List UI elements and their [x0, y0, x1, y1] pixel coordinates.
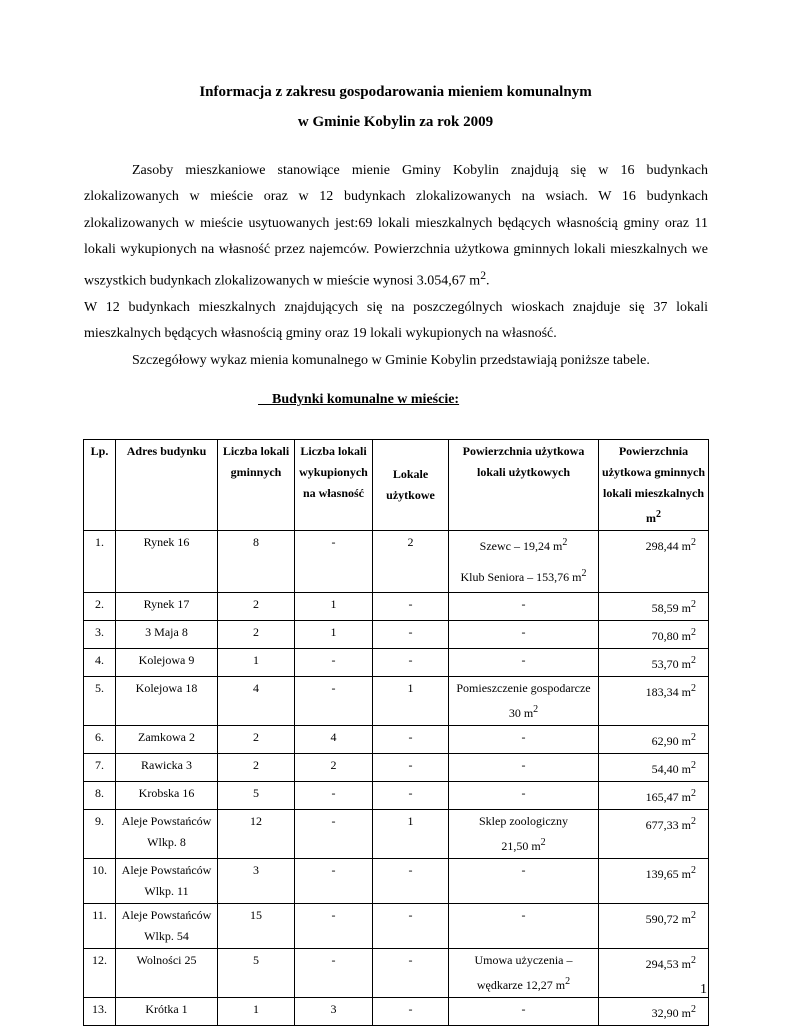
cell-residential-area: 139,65 $m^2$	[599, 859, 709, 904]
table-row	[84, 859, 709, 904]
cell-lp: 1.	[84, 531, 116, 593]
paragraph-1: Zasoby mieszkaniowe stanowiące mienie Gminy Kobylin znajdują się w 16 budynkach zlokalizowanych w mieście oraz w 12 budynkach zlokalizowanych na wsiach. W 16 budynkach zlokalizowanych w mieście usytuowanych jest:69 lokali mieszkalnych będących własnością gminy oraz 11 lokali wykupionych na własność przez najemców. Powierzchnia użytkowa gminnych lokali mieszkalnych we wszystkich budynkach zlokalizowanych w mieście wynosi 3.054,67 $m^2$.	[84, 163, 708, 289]
cell-commercial-units: -	[373, 904, 449, 949]
cell-lp: 12.	[84, 949, 116, 998]
cell-residential-area: 58,59 $m^2$	[599, 593, 709, 621]
cell-municipal-units: 2	[218, 593, 295, 621]
header-residential-area: Powierzchnia użytkowa gminnych lokali mieszkalnych $m^2$	[599, 440, 709, 531]
cell-municipal-units: 1	[218, 649, 295, 677]
cell-lp: 11.	[84, 904, 116, 949]
document-title: Informacja z zakresu gospodarowania mieniem komunalnym	[199, 84, 592, 100]
cell-purchased-units: 2	[295, 754, 373, 782]
cell-lp: 13.	[84, 998, 116, 1026]
cell-commercial-units: 2	[373, 531, 449, 593]
cell-address: Rynek 16	[116, 531, 218, 593]
cell-address: Rawicka 3	[116, 754, 218, 782]
cell-commercial-area: -	[449, 998, 599, 1026]
cell-purchased-units: 3	[295, 998, 373, 1026]
cell-municipal-units: 3	[218, 859, 295, 904]
table-row	[84, 998, 709, 1026]
table-row	[84, 621, 709, 649]
cell-purchased-units: 4	[295, 726, 373, 754]
cell-commercial-units: 1	[373, 810, 449, 859]
cell-lp: 5.	[84, 677, 116, 726]
cell-address: Zamkowa 2	[116, 726, 218, 754]
cell-commercial-area: -	[449, 649, 599, 677]
table-row	[84, 593, 709, 621]
cell-commercial-units: -	[373, 593, 449, 621]
cell-municipal-units: 1	[218, 998, 295, 1026]
table-row	[84, 949, 709, 998]
table-row	[84, 904, 709, 949]
table-row	[84, 649, 709, 677]
cell-residential-area: 298,44 $m^2$	[599, 531, 709, 593]
cell-commercial-area: -	[449, 782, 599, 810]
header-municipal-units: Liczba lokali gminnych	[218, 440, 295, 531]
cell-residential-area: 183,34 $m^2$	[599, 677, 709, 726]
header-commercial-area: Powierzchnia użytkowa lokali użytkowych	[449, 440, 599, 531]
header-purchased-units: Liczba lokali wykupionych na własność	[295, 440, 373, 531]
cell-municipal-units: 2	[218, 621, 295, 649]
section-heading: Budynki komunalne w mieście:	[272, 392, 460, 407]
cell-purchased-units: -	[295, 810, 373, 859]
cell-commercial-units: 1	[373, 677, 449, 726]
cell-purchased-units: -	[295, 859, 373, 904]
cell-municipal-units: 2	[218, 754, 295, 782]
cell-lp: 6.	[84, 726, 116, 754]
cell-address: Aleje Powstańców Wlkp. 11	[116, 859, 218, 904]
cell-municipal-units: 15	[218, 904, 295, 949]
cell-commercial-area: -	[449, 726, 599, 754]
cell-commercial-area: -	[449, 904, 599, 949]
table-header-row	[84, 440, 709, 531]
cell-municipal-units: 4	[218, 677, 295, 726]
document-subtitle: w Gminie Kobylin za rok 2009	[297, 114, 494, 130]
table-row	[84, 677, 709, 726]
cell-residential-area: 294,53 $m^2$	[599, 949, 709, 998]
cell-purchased-units: -	[295, 904, 373, 949]
cell-address: Kolejowa 9	[116, 649, 218, 677]
cell-address: 3 Maja 8	[116, 621, 218, 649]
table-row	[84, 754, 709, 782]
paragraph-3: Szczegółowy wykaz mienia komunalnego w Gminie Kobylin przedstawiają poniższe tabele.	[132, 352, 650, 368]
table-row	[84, 810, 709, 859]
cell-commercial-area: -	[449, 593, 599, 621]
cell-purchased-units: -	[295, 949, 373, 998]
table-row	[84, 782, 709, 810]
cell-commercial-area: Szewc – 19,24 $m^2$ Klub Seniora – 153,76 $m^2$	[449, 531, 599, 593]
cell-commercial-units: -	[373, 649, 449, 677]
cell-purchased-units: -	[295, 677, 373, 726]
cell-purchased-units: -	[295, 531, 373, 593]
cell-residential-area: 590,72 $m^2$	[599, 904, 709, 949]
cell-residential-area: 54,40 $m^2$	[599, 754, 709, 782]
paragraph-2: W 12 budynkach mieszkalnych znajdujących się na poszczególnych wioskach znajduje się 37 lokali mieszkalnych będących własnością gminy oraz 19 lokali wykupionych na własność.	[84, 300, 708, 342]
cell-commercial-area: -	[449, 621, 599, 649]
cell-municipal-units: 12	[218, 810, 295, 859]
cell-address: Krobska 16	[116, 782, 218, 810]
cell-lp: 2.	[84, 593, 116, 621]
cell-municipal-units: 2	[218, 726, 295, 754]
header-commercial-units: Lokale użytkowe	[373, 440, 449, 531]
cell-commercial-units: -	[373, 621, 449, 649]
cell-purchased-units: 1	[295, 621, 373, 649]
page-number: 1	[700, 982, 707, 997]
cell-residential-area: 70,80 $m^2$	[599, 621, 709, 649]
cell-address: Kolejowa 18	[116, 677, 218, 726]
header-address: Adres budynku	[116, 440, 218, 531]
cell-municipal-units: 8	[218, 531, 295, 593]
cell-commercial-area: -	[449, 754, 599, 782]
body-text	[84, 158, 708, 374]
cell-commercial-area: Sklep zoologiczny 21,50 $m^2$	[449, 810, 599, 859]
cell-commercial-units: -	[373, 726, 449, 754]
cell-commercial-units: -	[373, 754, 449, 782]
cell-residential-area: 32,90 $m^2$	[599, 998, 709, 1026]
cell-address: Wolności 25	[116, 949, 218, 998]
cell-lp: 10.	[84, 859, 116, 904]
cell-purchased-units: -	[295, 649, 373, 677]
cell-address: Rynek 17	[116, 593, 218, 621]
table-row	[84, 531, 709, 593]
cell-lp: 3.	[84, 621, 116, 649]
cell-commercial-area: -	[449, 859, 599, 904]
cell-lp: 9.	[84, 810, 116, 859]
cell-residential-area: 62,90 $m^2$	[599, 726, 709, 754]
cell-commercial-area: Pomieszczenie gospodarcze 30 $m^2$	[449, 677, 599, 726]
cell-residential-area: 677,33 $m^2$	[599, 810, 709, 859]
cell-commercial-units: -	[373, 859, 449, 904]
table-row	[84, 726, 709, 754]
municipal-buildings-table	[83, 439, 709, 1026]
cell-address: Aleje Powstańców Wlkp. 54	[116, 904, 218, 949]
cell-purchased-units: 1	[295, 593, 373, 621]
cell-residential-area: 165,47 $m^2$	[599, 782, 709, 810]
cell-lp: 4.	[84, 649, 116, 677]
cell-lp: 7.	[84, 754, 116, 782]
header-lp: Lp.	[84, 440, 116, 531]
cell-address: Aleje Powstańców Wlkp. 8	[116, 810, 218, 859]
cell-commercial-units: -	[373, 949, 449, 998]
cell-address: Krótka 1	[116, 998, 218, 1026]
cell-municipal-units: 5	[218, 782, 295, 810]
cell-commercial-units: -	[373, 782, 449, 810]
cell-municipal-units: 5	[218, 949, 295, 998]
cell-residential-area: 53,70 $m^2$	[599, 649, 709, 677]
cell-purchased-units: -	[295, 782, 373, 810]
cell-commercial-units: -	[373, 998, 449, 1026]
cell-lp: 8.	[84, 782, 116, 810]
cell-commercial-area: Umowa użyczenia – wędkarze 12,27 $m^2$	[449, 949, 599, 998]
